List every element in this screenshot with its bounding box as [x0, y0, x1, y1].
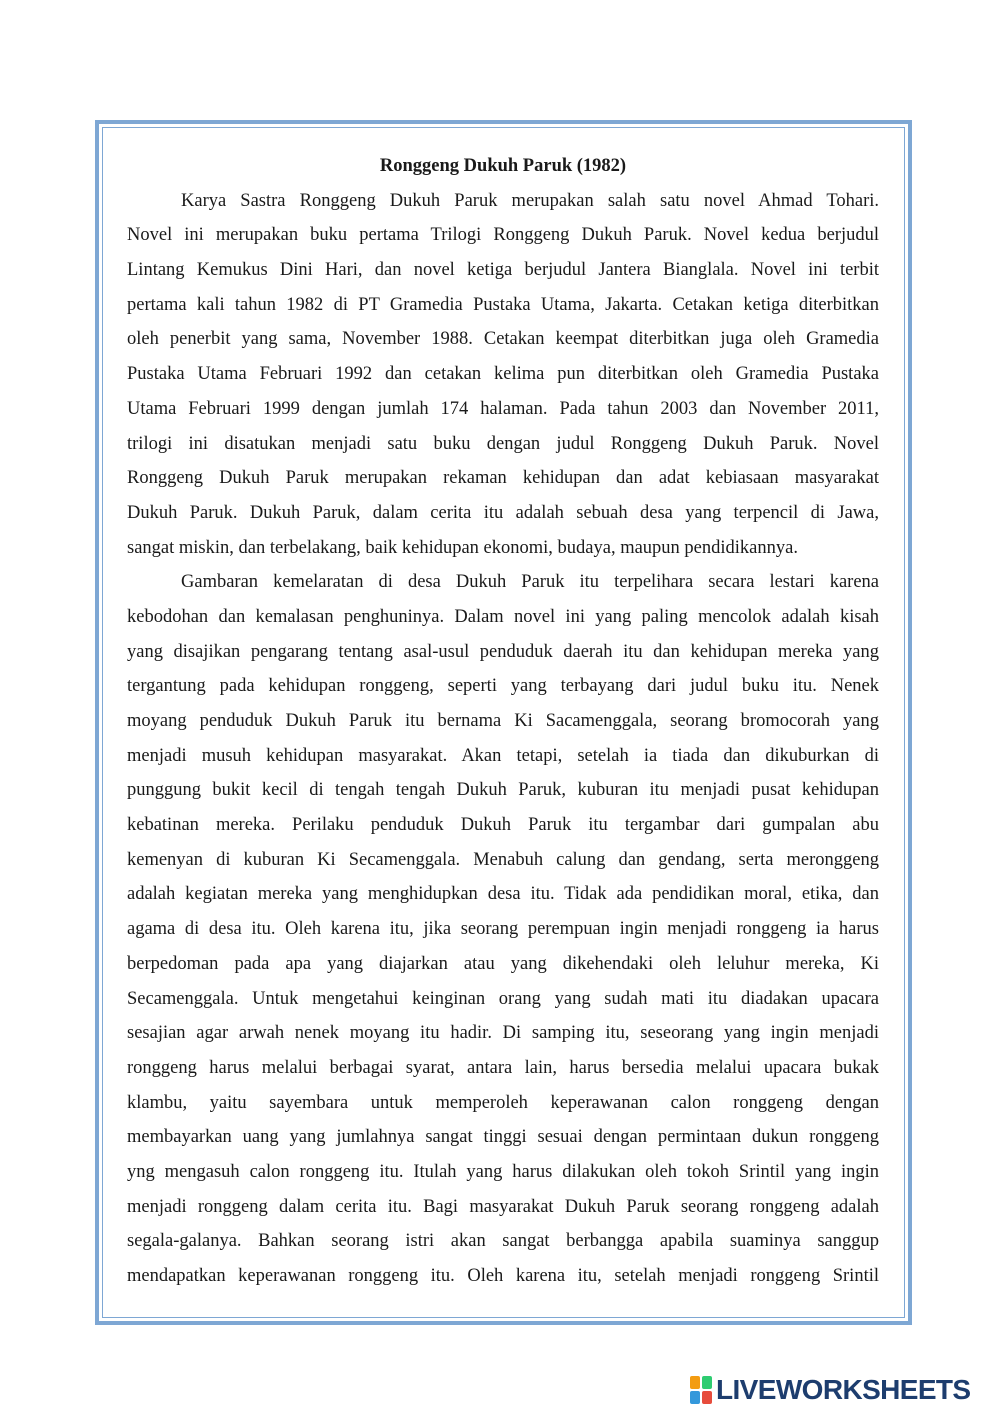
paragraph-2-line: menjadi musuh kehidupan masyarakat. Akan tetapi, setelah ia tiada dan dikuburkan di — [127, 745, 879, 766]
paragraph-1-line: Pustaka Utama Februari 1992 dan cetakan kelima pun diterbitkan oleh Gramedia Pustaka — [127, 364, 879, 385]
paragraph-1-line: trilogi ini disatukan menjadi satu buku dengan judul Ronggeng Dukuh Paruk. Novel — [127, 433, 879, 454]
paragraph-1-line: oleh penerbit yang sama, November 1988. Cetakan keempat diterbitkan juga oleh Gramedia — [127, 329, 879, 350]
paragraph-2-line: adalah kegiatan mereka yang menghidupkan desa itu. Tidak ada pendidikan moral, etika, dan — [127, 884, 879, 905]
paragraph-1-line: sangat miskin, dan terbelakang, baik kehidupan ekonomi, budaya, maupun pendidikannya. — [127, 537, 798, 558]
paragraph-2-line: Gambaran kemelaratan di desa Dukuh Paruk itu terpelihara secara lestari karena — [181, 572, 879, 593]
paragraph-2-line: agama di desa itu. Oleh karena itu, jika seorang perempuan ingin menjadi ronggeng ia harus — [127, 919, 879, 940]
paragraph-1-line: pertama kali tahun 1982 di PT Gramedia Pustaka Utama, Jakarta. Cetakan ketiga diterbitkan — [127, 294, 879, 315]
paragraph-2-line: kebodohan dan kemalasan penghuninya. Dalam novel ini yang paling mencolok adalah kisah — [127, 606, 879, 627]
paragraph-2-line: kemenyan di kuburan Ki Secamenggala. Menabuh calung dan gendang, serta meronggeng — [127, 849, 879, 870]
paragraph-1-line: Lintang Kemukus Dini Hari, dan novel ketiga berjudul Jantera Bianglala. Novel ini terbit — [127, 260, 879, 281]
paragraph-2-line: menjadi ronggeng dalam cerita itu. Bagi masyarakat Dukuh Paruk seorang ronggeng adalah — [127, 1196, 879, 1217]
paragraph-1-line: Utama Februari 1999 dengan jumlah 174 halaman. Pada tahun 2003 dan November 2011, — [127, 398, 879, 419]
document-body — [127, 149, 879, 1294]
logo-square-icon — [702, 1376, 712, 1389]
paragraph-2-line: mendapatkan keperawanan ronggeng itu. Oleh karena itu, setelah menjadi ronggeng Srintil — [127, 1266, 879, 1286]
paragraph-1-line: Karya Sastra Ronggeng Dukuh Paruk merupakan salah satu novel Ahmad Tohari. — [181, 190, 879, 211]
paragraph-1-line: Dukuh Paruk. Dukuh Paruk, dalam cerita itu adalah sebuah desa yang terpencil di Jawa, — [127, 502, 879, 523]
paragraph-2-line: tergantung pada kehidupan ronggeng, seperti yang terbayang dari judul buku itu. Nenek — [127, 676, 879, 697]
liveworksheets-logo-icon — [690, 1376, 712, 1404]
paragraph-2-line: sesajian agar arwah nenek moyang itu hadir. Di samping itu, seseorang yang ingin menjadi — [127, 1023, 879, 1044]
paragraph-2-line: yang disajikan pengarang tentang asal-usul penduduk daerah itu dan kehidupan mereka yang — [127, 641, 879, 662]
paragraph-2-line: segala-galanya. Bahkan seorang istri akan sangat berbangga apabila suaminya sanggup — [127, 1231, 879, 1252]
paragraph-2-line: moyang penduduk Dukuh Paruk itu bernama Ki Sacamenggala, seorang bromocorah yang — [127, 711, 879, 731]
paragraph-2-line: yng mengasuh calon ronggeng itu. Itulah yang harus dilakukan oleh tokoh Srintil yang ingin — [127, 1161, 879, 1182]
paragraph-2-line: klambu, yaitu sayembara untuk memperoleh keperawanan calon ronggeng dengan — [127, 1092, 879, 1113]
paragraph-2-line: Secamenggala. Untuk mengetahui keinginan orang yang sudah mati itu diadakan upacara — [127, 988, 879, 1009]
paragraph-1-line: Ronggeng Dukuh Paruk merupakan rekaman kehidupan dan adat kebiasaan masyarakat — [127, 468, 879, 489]
paragraph-1-line: Novel ini merupakan buku pertama Trilogi Ronggeng Dukuh Paruk. Novel kedua berjudul — [127, 225, 879, 246]
paragraph-2-line: berpedoman pada apa yang diajarkan atau yang dikehendaki oleh leluhur mereka, Ki — [127, 953, 879, 974]
liveworksheets-logo — [690, 1374, 971, 1406]
logo-square-icon — [690, 1376, 700, 1389]
paragraph-2-line: punggung bukit kecil di tengah tengah Dukuh Paruk, kuburan itu menjadi pusat kehidupan — [127, 780, 879, 801]
document-title: Ronggeng Dukuh Paruk (1982) — [379, 156, 627, 176]
paragraph-2-line: membayarkan uang yang jumlahnya sangat tinggi sesuai dengan permintaan dukun ronggeng — [127, 1127, 879, 1148]
logo-text: LIVEWORKSHEETS — [716, 1374, 971, 1405]
logo-square-icon — [702, 1391, 712, 1404]
paragraph-2-line: ronggeng harus melalui berbagai syarat, antara lain, harus bersedia melalui upacara bukak — [127, 1057, 879, 1078]
paragraph-2-line: kebatinan mereka. Perilaku penduduk Dukuh Paruk itu tergambar dari gumpalan abu — [127, 815, 879, 836]
logo-square-icon — [690, 1391, 700, 1404]
